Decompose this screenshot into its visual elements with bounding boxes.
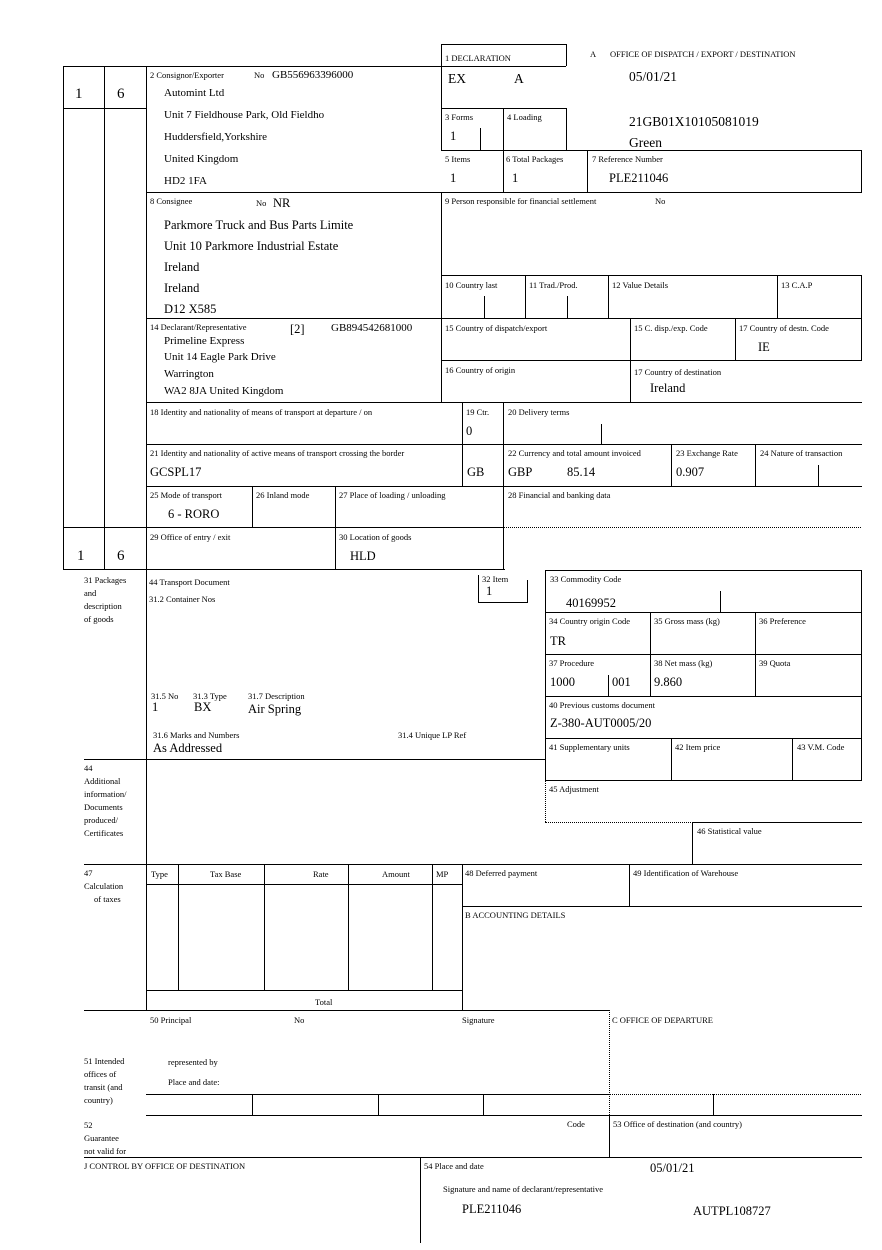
packages-label-1: 31 Packages — [84, 575, 127, 585]
financial-banking-label: 28 Financial and banking data — [508, 490, 611, 500]
consignee-line-3: Ireland — [164, 260, 200, 274]
transit-offices-label-3: transit (and — [84, 1082, 123, 1092]
unique-lp-ref-label: 31.4 Unique LP Ref — [398, 730, 467, 740]
reference-number-label: 7 Reference Number — [592, 154, 663, 164]
control-destination-label: J CONTROL BY OFFICE OF DESTINATION — [84, 1161, 246, 1171]
declaration-type: EX — [448, 71, 466, 86]
description-label: 31.7 Description — [248, 691, 305, 701]
net-mass-label: 38 Net mass (kg) — [654, 658, 713, 668]
total-packages-label: 6 Total Packages — [506, 154, 564, 164]
vm-code-label: 43 V.M. Code — [797, 742, 845, 752]
place-date-54-value: 05/01/21 — [650, 1161, 695, 1175]
place-date-54-label: 54 Place and date — [424, 1161, 484, 1171]
consignee-no-value: NR — [273, 196, 291, 210]
description-value: Air Spring — [248, 702, 302, 716]
financial-settlement-label: 9 Person responsible for financial settlement — [445, 196, 597, 206]
additional-info-label-5: produced/ — [84, 815, 118, 825]
principal-no-label: No — [294, 1015, 305, 1025]
consignor-line-1: Automint Ltd — [164, 87, 225, 99]
currency-amount-label: 22 Currency and total amount invoiced — [508, 448, 641, 458]
marks-numbers-value: As Addressed — [153, 741, 223, 755]
taxes-label-1: 47 — [84, 868, 93, 878]
mode-transport-value: 6 - RORO — [168, 507, 220, 521]
tax-header-mp: MP — [436, 869, 449, 879]
declarant-line-4: WA2 8JA United Kingdom — [164, 385, 284, 397]
additional-info-label-6: Certificates — [84, 828, 124, 838]
items-label: 5 Items — [445, 154, 471, 164]
item-price-label: 42 Item price — [675, 742, 721, 752]
mrn-number: 21GB01X10105081019 — [629, 114, 759, 129]
accounting-details-label: B ACCOUNTING DETAILS — [465, 910, 566, 920]
office-title: OFFICE OF DISPATCH / EXPORT / DESTINATION — [610, 49, 796, 59]
loading-label: 4 Loading — [507, 112, 542, 122]
container-nos-label: 31.2 Container Nos — [149, 594, 216, 604]
country-origin-code-value: TR — [550, 634, 566, 648]
consignor-line-2: Unit 7 Fieldhouse Park, Old Fieldho — [164, 109, 325, 121]
location-goods-value: HLD — [350, 549, 376, 563]
cap-label: 13 C.A.P — [781, 280, 813, 290]
taxes-label-2: Calculation — [84, 881, 124, 891]
declarant-line-2: Unit 14 Eagle Park Drive — [164, 351, 276, 363]
office-letter: A — [590, 49, 597, 59]
active-transport-value: GCSPL17 — [150, 465, 202, 479]
container-flag-value: 0 — [466, 424, 473, 438]
guarantee-code-label: Code — [567, 1119, 585, 1129]
package-type-label: 31.3 Type — [193, 691, 227, 701]
guarantee-label-3: not valid for — [84, 1146, 127, 1156]
trad-prod-label: 11 Trad./Prod. — [529, 280, 578, 290]
active-transport-nationality: GB — [467, 465, 485, 479]
office-destination-label: 53 Office of destination (and country) — [613, 1119, 742, 1129]
country-origin-label: 16 Country of origin — [445, 365, 516, 375]
transit-offices-label-2: offices of — [84, 1069, 117, 1079]
additional-info-label-4: Documents — [84, 802, 123, 812]
declaration-label: 1 DECLARATION — [445, 53, 511, 63]
forms-label: 3 Forms — [445, 112, 474, 122]
additional-info-label-3: information/ — [84, 789, 127, 799]
represented-by-label: represented by — [168, 1057, 218, 1067]
declarant-reference: PLE211046 — [462, 1202, 522, 1216]
exchange-rate-value: 0.907 — [676, 465, 705, 479]
forms-value: 1 — [450, 129, 457, 143]
country-destination-value: Ireland — [650, 381, 686, 395]
adjustment-label: 45 Adjustment — [549, 784, 599, 794]
principal-label: 50 Principal — [150, 1015, 192, 1025]
active-transport-label: 21 Identity and nationality of active means of transport crossing the border — [150, 448, 405, 458]
tax-header-amount: Amount — [382, 869, 410, 879]
procedure-additional-value: 001 — [612, 675, 631, 689]
packages-label-2: and — [84, 588, 97, 598]
commodity-code-label: 33 Commodity Code — [550, 574, 622, 584]
country-destination-label: 17 Country of destination — [634, 367, 722, 377]
declarant-authorisation: AUTPL108727 — [693, 1204, 771, 1218]
nature-transaction-label: 24 Nature of transaction — [760, 448, 843, 458]
place-loading-label: 27 Place of loading / unloading — [339, 490, 446, 500]
consignee-no-label: No — [256, 198, 267, 208]
dispatch-code-label: 15 C. disp./exp. Code — [634, 323, 708, 333]
declaration-subtype: A — [514, 71, 524, 86]
form-number-lower: 1 — [77, 548, 85, 564]
quota-label: 39 Quota — [759, 658, 791, 668]
location-goods-label: 30 Location of goods — [339, 532, 412, 542]
country-last-label: 10 Country last — [445, 280, 498, 290]
gross-mass-label: 35 Gross mass (kg) — [654, 616, 720, 626]
net-mass-value: 9.860 — [654, 675, 683, 689]
destination-code-value: IE — [758, 340, 770, 354]
country-origin-code-label: 34 Country origin Code — [549, 616, 630, 626]
form-number: 1 — [75, 86, 83, 102]
consignor-no-label: No — [254, 70, 265, 80]
consignor-line-4: United Kingdom — [164, 153, 239, 165]
transit-offices-label-1: 51 Intended — [84, 1056, 125, 1066]
consignor-eori: GB556963396000 — [272, 69, 354, 81]
value-details-label: 12 Value Details — [612, 280, 669, 290]
form-count-lower: 6 — [117, 548, 125, 564]
currency-value: GBP — [508, 465, 533, 479]
item-label: 32 Item — [482, 574, 509, 584]
tax-total-label: Total — [315, 997, 333, 1007]
form-count: 6 — [117, 86, 125, 102]
declarant-code: [2] — [290, 322, 305, 336]
consignor-line-5: HD2 1FA — [164, 175, 207, 187]
guarantee-label-1: 52 — [84, 1120, 93, 1130]
previous-document-label: 40 Previous customs document — [549, 700, 656, 710]
consignee-line-5: D12 X585 — [164, 302, 217, 316]
additional-info-label-2: Additional — [84, 776, 121, 786]
preference-label: 36 Preference — [759, 616, 806, 626]
invoice-amount-value: 85.14 — [567, 465, 596, 479]
route-colour: Green — [629, 135, 662, 150]
declarant-line-3: Warrington — [164, 368, 214, 380]
inland-mode-label: 26 Inland mode — [256, 490, 310, 500]
packages-label-3: description — [84, 601, 122, 611]
consignor-line-3: Huddersfield,Yorkshire — [164, 131, 268, 143]
transport-departure-label: 18 Identity and nationality of means of transport at departure / on — [150, 407, 373, 417]
consignee-label: 8 Consignee — [150, 196, 193, 206]
declarant-signature-label: Signature and name of declarant/representative — [443, 1184, 604, 1194]
statistical-value-label: 46 Statistical value — [697, 826, 762, 836]
transit-offices-label-4: country) — [84, 1095, 113, 1105]
declarant-line-1: Primeline Express — [164, 335, 245, 347]
marks-numbers-label: 31.6 Marks and Numbers — [153, 730, 240, 740]
consignee-line-2: Unit 10 Parkmore Industrial Estate — [164, 239, 339, 253]
principal-signature-label: Signature — [462, 1015, 495, 1025]
consignor-label: 2 Consignor/Exporter — [150, 70, 224, 80]
consignee-line-1: Parkmore Truck and Bus Parts Limite — [164, 218, 354, 232]
header-date: 05/01/21 — [629, 69, 678, 84]
reference-number-value: PLE211046 — [609, 171, 669, 185]
consignee-line-4: Ireland — [164, 281, 200, 295]
taxes-label-3: of taxes — [94, 894, 121, 904]
tax-header-type: Type — [151, 869, 168, 879]
commodity-code-value: 40169952 — [566, 596, 616, 610]
package-no-label: 31.5 No — [151, 691, 179, 701]
guarantee-label-2: Guarantee — [84, 1133, 119, 1143]
supplementary-units-label: 41 Supplementary units — [549, 742, 630, 752]
packages-label-4: of goods — [84, 614, 114, 624]
transport-document-label: 44 Transport Document — [149, 577, 230, 587]
tax-header-base: Tax Base — [210, 869, 242, 879]
warehouse-id-label: 49 Identification of Warehouse — [633, 868, 739, 878]
previous-document-value: Z-380-AUT0005/20 — [550, 716, 652, 730]
financial-settlement-no-label: No — [655, 196, 666, 206]
procedure-label: 37 Procedure — [549, 658, 595, 668]
place-date-label: Place and date: — [168, 1077, 220, 1087]
additional-info-label-1: 44 — [84, 763, 93, 773]
mode-transport-label: 25 Mode of transport — [150, 490, 223, 500]
declarant-eori: GB894542681000 — [331, 322, 413, 334]
destination-code-label: 17 Country of destn. Code — [739, 323, 829, 333]
deferred-payment-label: 48 Deferred payment — [465, 868, 538, 878]
item-value: 1 — [486, 584, 493, 598]
declarant-label: 14 Declarant/Representative — [150, 322, 247, 332]
items-value: 1 — [450, 171, 457, 185]
delivery-terms-label: 20 Delivery terms — [508, 407, 570, 417]
country-dispatch-label: 15 Country of dispatch/export — [445, 323, 548, 333]
total-packages-value: 1 — [512, 171, 519, 185]
package-no-value: 1 — [152, 700, 159, 714]
tax-header-rate: Rate — [313, 869, 329, 879]
container-flag-label: 19 Ctr. — [466, 407, 490, 417]
office-entry-label: 29 Office of entry / exit — [150, 532, 231, 542]
office-departure-label: C OFFICE OF DEPARTURE — [612, 1015, 713, 1025]
procedure-value: 1000 — [550, 675, 575, 689]
exchange-rate-label: 23 Exchange Rate — [676, 448, 738, 458]
package-type-value: BX — [194, 700, 212, 714]
